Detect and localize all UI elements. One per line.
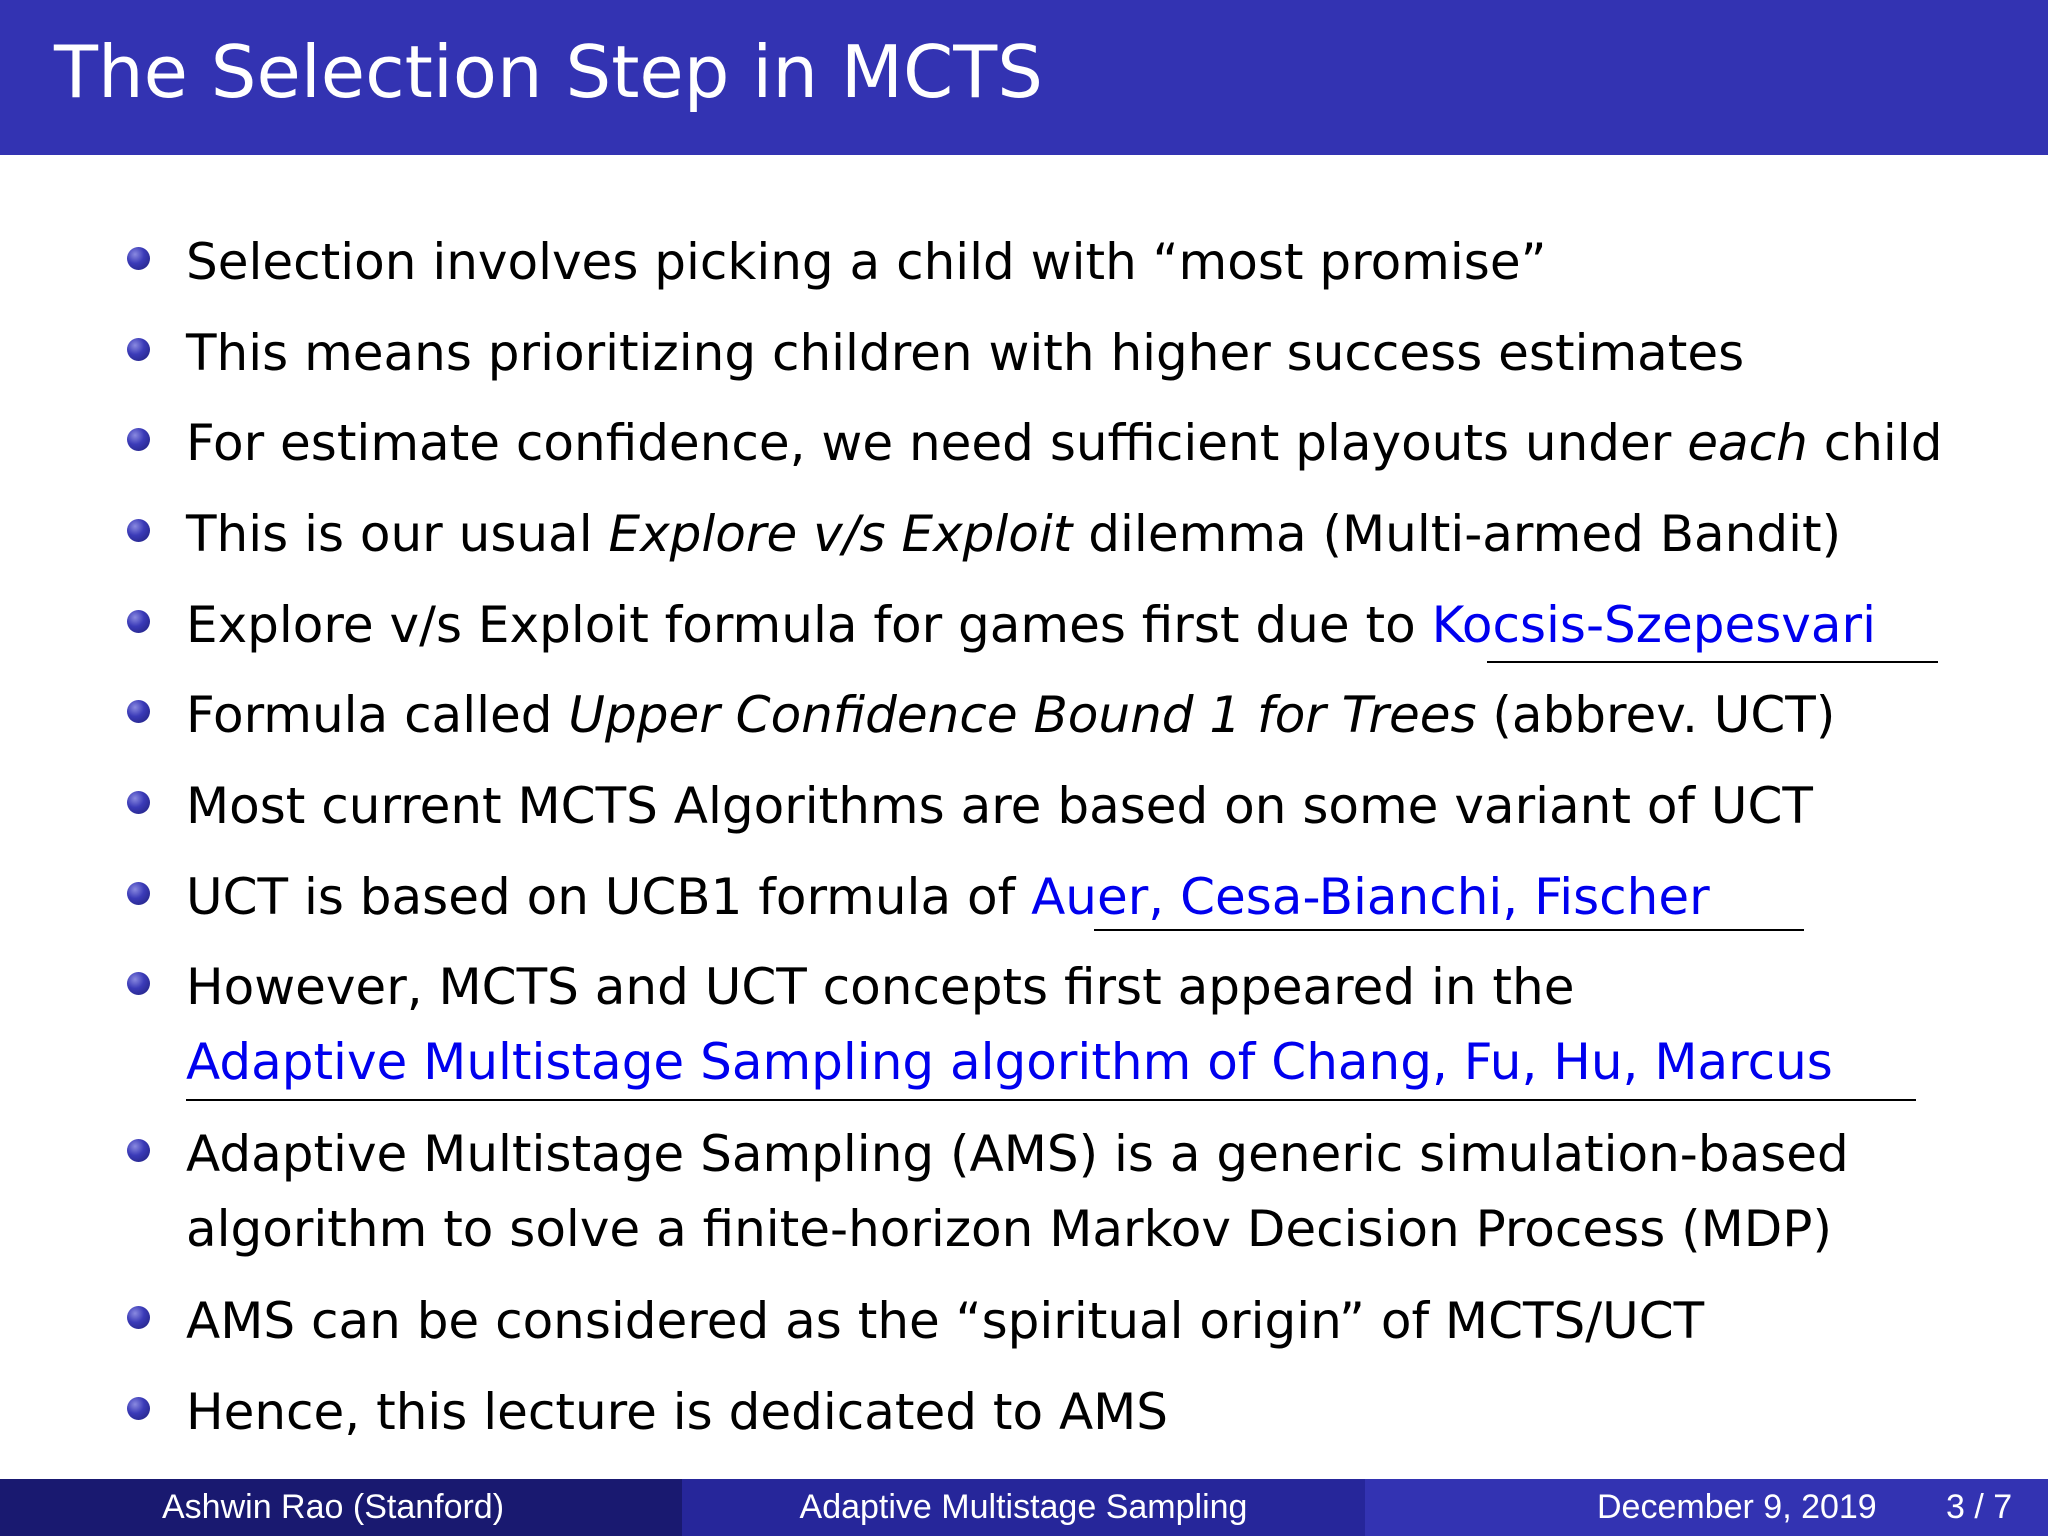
bullet-dot-icon — [127, 791, 150, 814]
bullet-text: child — [1807, 414, 1943, 472]
footer-title-section — [682, 1479, 1365, 1536]
bullet-item — [186, 958, 1575, 1016]
slide-title: The Selection Step in MCTS — [54, 30, 1043, 114]
footer-page-number: 3 / 7 — [1946, 1488, 2013, 1526]
link-underline-ams-chang-fu-hu-marcus — [186, 1099, 1916, 1101]
bullet-item-continuation — [186, 1200, 1832, 1258]
bullet-item — [186, 868, 1710, 926]
bullet-text: Most current MCTS Algorithms are based on some variant of UCT — [186, 777, 1813, 835]
bullet-text: This means prioritizing children with higher success estimates — [186, 324, 1745, 382]
bullet-text: Adaptive Multistage Sampling (AMS) is a generic simulation-based — [186, 1125, 1849, 1183]
footer-author: Ashwin Rao (Stanford) — [162, 1488, 505, 1526]
citation-link[interactable]: Kocsis-Szepesvari — [1431, 596, 1876, 654]
footer-bar — [0, 1479, 2048, 1536]
bullet-text: Explore v/s Exploit formula for games first due to — [186, 596, 1432, 654]
bullet-dot-icon — [127, 428, 150, 451]
emphasis-text: Explore v/s Exploit — [608, 505, 1073, 563]
bullet-dot-icon — [127, 700, 150, 723]
bullet-item — [186, 233, 1547, 291]
bullet-item — [186, 777, 1813, 835]
bullet-dot-icon — [127, 247, 150, 270]
bullet-dot-icon — [127, 1397, 150, 1420]
bullet-dot-icon — [127, 338, 150, 361]
bullet-text: algorithm to solve a finite-horizon Markov Decision Process (MDP) — [186, 1200, 1832, 1258]
bullet-text: This is our usual — [186, 505, 609, 563]
bullet-text: UCT is based on UCB1 formula of — [186, 868, 1032, 926]
bullet-text: Formula called — [186, 686, 569, 744]
bullet-dot-icon — [127, 519, 150, 542]
bullet-text: Selection involves picking a child with “most promise” — [186, 233, 1547, 291]
footer-author-section — [0, 1479, 682, 1536]
footer-short-title: Adaptive Multistage Sampling — [799, 1488, 1248, 1526]
bullet-item — [186, 414, 1943, 472]
bullet-item — [186, 1125, 1849, 1183]
citation-link[interactable]: Adaptive Multistage Sampling algorithm of Chang, Fu, Hu, Marcus — [186, 1033, 1833, 1091]
bullet-item — [186, 686, 1836, 744]
bullet-item — [186, 1292, 1705, 1350]
bullet-item — [186, 596, 1876, 654]
footer-date-section — [1365, 1479, 2048, 1536]
bullet-dot-icon — [127, 610, 150, 633]
bullet-text: For estimate confidence, we need sufficient playouts under — [186, 414, 1688, 472]
link-underline-kocsis-szepesvari — [1487, 661, 1938, 663]
bullet-dot-icon — [127, 1139, 150, 1162]
bullet-item — [186, 324, 1745, 382]
link-underline-auer-cesa-bianchi-fischer — [1094, 929, 1804, 931]
bullet-text: dilemma (Multi-armed Bandit) — [1072, 505, 1842, 563]
bullet-text: AMS can be considered as the “spiritual origin” of MCTS/UCT — [186, 1292, 1705, 1350]
emphasis-text: each — [1687, 414, 1808, 472]
bullet-item — [186, 505, 1842, 563]
bullet-item-continuation — [186, 1033, 1833, 1091]
bullet-text: Hence, this lecture is dedicated to AMS — [186, 1383, 1169, 1441]
bullet-item — [186, 1383, 1169, 1441]
bullet-dot-icon — [127, 972, 150, 995]
bullet-text: However, MCTS and UCT concepts first appeared in the — [186, 958, 1575, 1016]
citation-link[interactable]: Auer, Cesa-Bianchi, Fischer — [1031, 868, 1710, 926]
bullet-text: (abbrev. UCT) — [1476, 686, 1836, 744]
bullet-dot-icon — [127, 1306, 150, 1329]
emphasis-text: Upper Confidence Bound 1 for Trees — [568, 686, 1477, 744]
footer-date: December 9, 2019 — [1597, 1488, 1877, 1526]
bullet-dot-icon — [127, 882, 150, 905]
